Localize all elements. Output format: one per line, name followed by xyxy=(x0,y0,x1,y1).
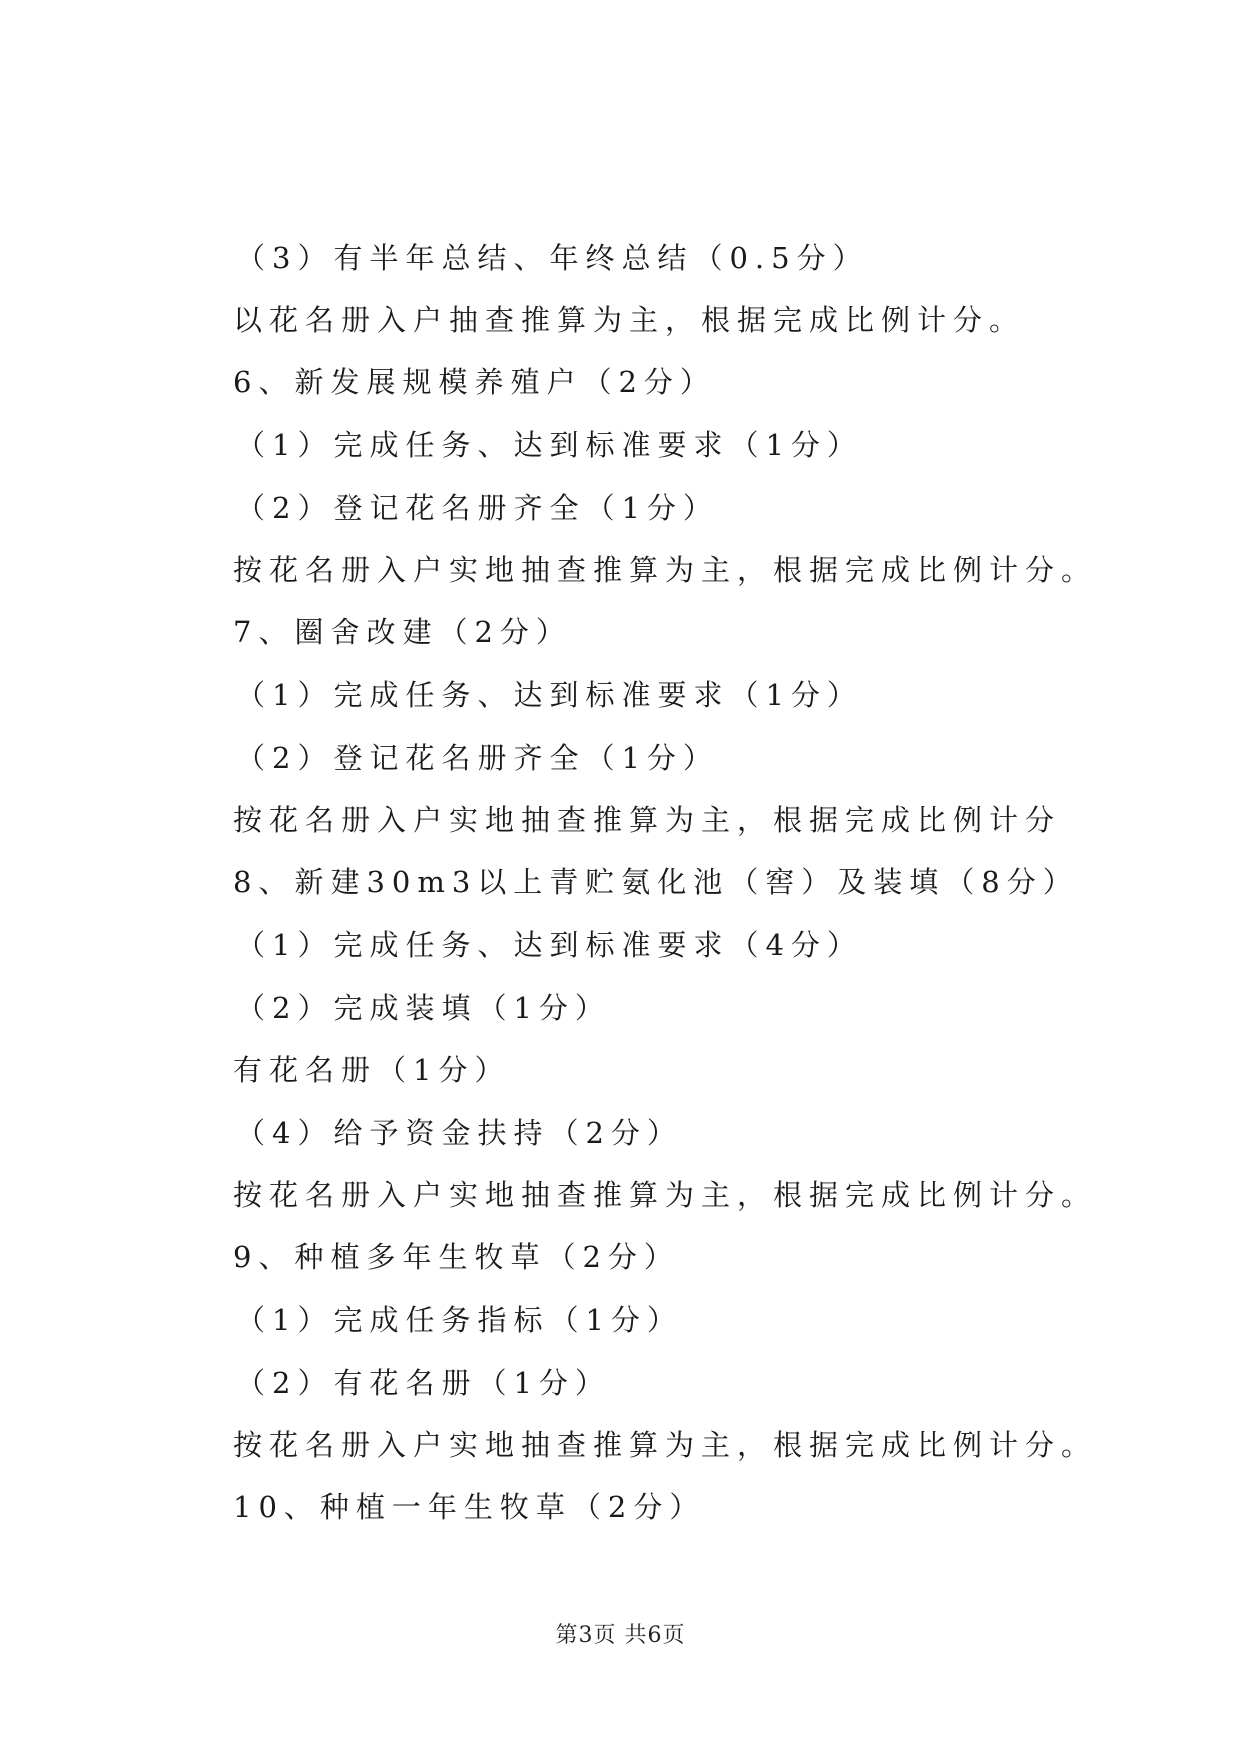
section-heading: 8、新建30m3以上青贮氨化池（窖）及装填（8分） xyxy=(233,865,1079,899)
text-line: （1）完成任务、达到标准要求（1分） xyxy=(236,678,863,712)
text-line: （1）完成任务指标（1分） xyxy=(236,1303,683,1337)
text-line: （3）有半年总结、年终总结（0.5分） xyxy=(236,241,869,275)
text-line: 有花名册（1分） xyxy=(233,1053,511,1087)
page-number: 第3页 共6页 xyxy=(555,1623,686,1648)
text-line: 按花名册入户实地抽查推算为主，根据完成比例计分 xyxy=(233,803,1062,837)
text-line: 按花名册入户实地抽查推算为主，根据完成比例计分。 xyxy=(233,553,1098,587)
section-heading: 10、种植一年生牧草（2分） xyxy=(233,1490,706,1524)
text-line: （2）有花名册（1分） xyxy=(236,1366,611,1400)
text-line: （2）登记花名册齐全（1分） xyxy=(236,741,719,775)
section-heading: 9、种植多年生牧草（2分） xyxy=(233,1240,680,1274)
text-line: 按花名册入户实地抽查推算为主，根据完成比例计分。 xyxy=(233,1428,1098,1462)
section-heading: 7、圈舍改建（2分） xyxy=(233,615,572,649)
text-line: （4）给予资金扶持（2分） xyxy=(236,1116,683,1150)
text-line: （2）完成装填（1分） xyxy=(236,991,611,1025)
text-line: 按花名册入户实地抽查推算为主，根据完成比例计分。 xyxy=(233,1178,1098,1212)
text-line: （2）登记花名册齐全（1分） xyxy=(236,491,719,525)
text-line: （1）完成任务、达到标准要求（1分） xyxy=(236,428,863,462)
section-heading: 6、新发展规模养殖户（2分） xyxy=(233,365,716,399)
text-line: （1）完成任务、达到标准要求（4分） xyxy=(236,928,863,962)
text-line: 以花名册入户抽查推算为主，根据完成比例计分。 xyxy=(233,303,1026,337)
